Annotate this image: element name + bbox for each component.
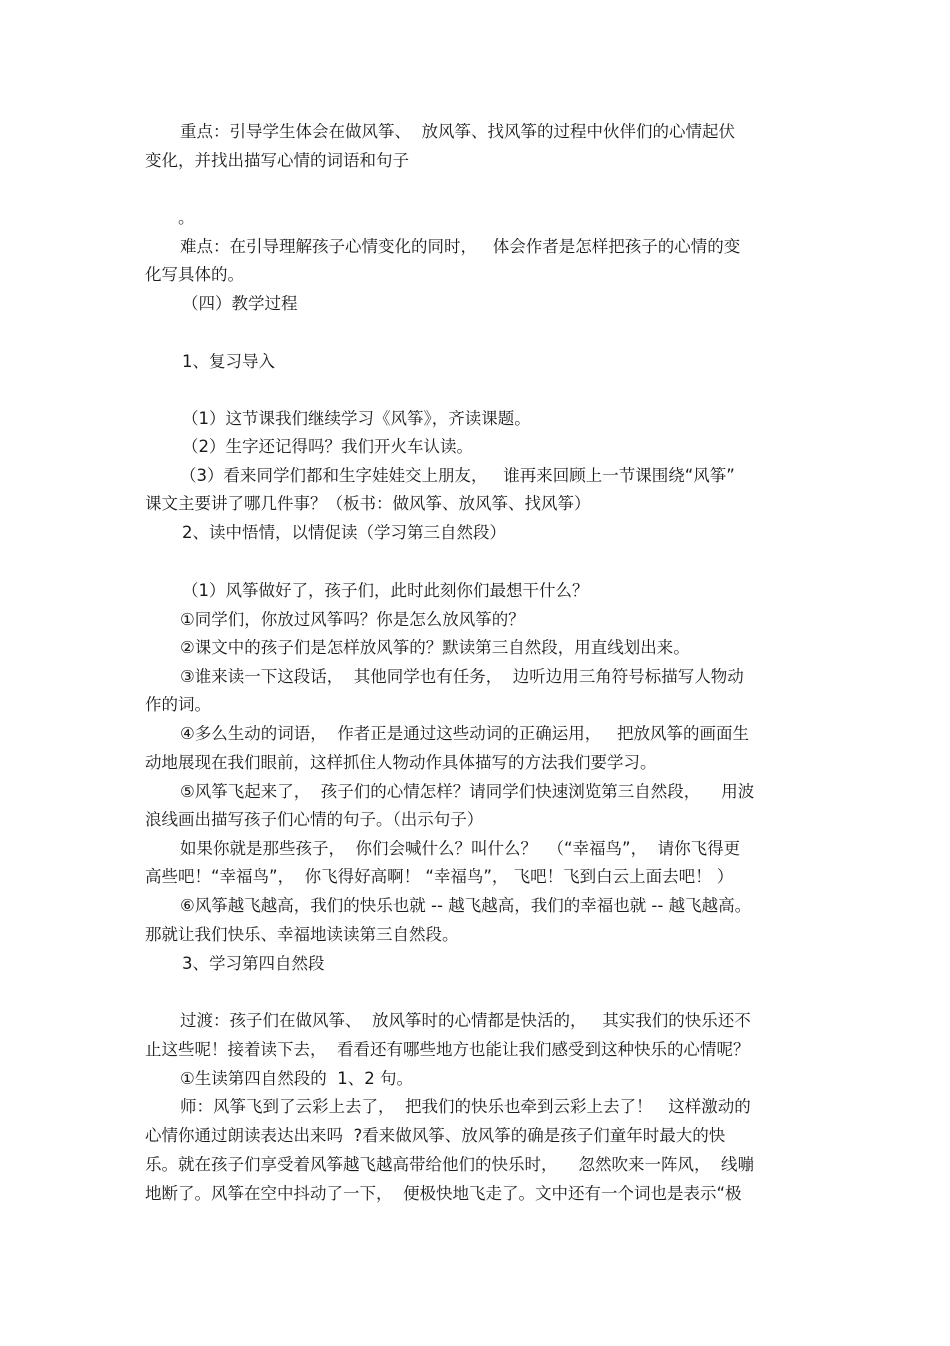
text-line: 动地展现在我们眼前，这样抓住人物动作具体描写的方法我们要学习。 bbox=[145, 753, 657, 772]
text-line: ⑥风筝越飞越高，我们的快乐也就 -- 越飞越高，我们的幸福也就 -- 越飞越高。 bbox=[180, 896, 752, 915]
text-line: 课文主要讲了哪几件事？（板书：做风筝、放风筝、找风筝） bbox=[145, 494, 591, 513]
text-line: 乐。就在孩子们享受着风筝越飞越高带给他们的快乐时， 忽然吹来一阵风， 线嘣 bbox=[145, 1155, 754, 1174]
text-line: ⑤风筝飞起来了， 孩子们的心情怎样？请同学们快速浏览第三自然段， 用波 bbox=[180, 782, 755, 801]
text-line: 如果你就是那些孩子， 你们会喊什么？叫什么？ （“幸福鸟”， 请你飞得更 bbox=[180, 839, 741, 858]
text-line: 心情你通过朗读表达出来吗 ?看来做风筝、放风筝的确是孩子们童年时最大的快 bbox=[145, 1126, 726, 1145]
text-line: 那就让我们快乐、幸福地读读第三自然段。 bbox=[145, 925, 459, 944]
text-line: 浪线画出描写孩子们心情的句子。（出示句子） bbox=[145, 810, 484, 829]
text-line: ②课文中的孩子们是怎样放风筝的？默读第三自然段，用直线划出来。 bbox=[180, 638, 690, 657]
text-line: 。 bbox=[178, 208, 195, 227]
text-line: 止这些呢！接着读下去， 看看还有哪些地方也能让我们感受到这种快乐的心情呢？ bbox=[145, 1040, 750, 1059]
text-line: （1）这节课我们继续学习《风筝》，齐读课题。 bbox=[182, 409, 531, 428]
text-line: 重点：引导学生体会在做风筝、 放风筝、找风筝的过程中伙伴们的心情起伏 bbox=[180, 122, 735, 141]
text-line: （2）生字还记得吗？我们开火车认读。 bbox=[182, 437, 473, 456]
text-line: 作的词。 bbox=[145, 695, 211, 714]
text-line: 过渡：孩子们在做风筝、 放风筝时的心情都是快活的， 其实我们的快乐还不 bbox=[180, 1011, 751, 1030]
text-line: 变化，并找出描写心情的词语和句子 bbox=[145, 151, 409, 170]
text-line: （3）看来同学们都和生字娃娃交上朋友， 谁再来回顾上一节课围绕“风筝” bbox=[180, 466, 735, 485]
section-heading: 2、读中悟情，以情促读（学习第三自然段） bbox=[182, 523, 506, 542]
section-heading: 3、学习第四自然段 bbox=[182, 954, 325, 973]
section-heading: 1、复习导入 bbox=[182, 352, 275, 371]
text-line: ③谁来读一下这段话， 其他同学也有任务， 边听边用三角符号标描写人物动 bbox=[180, 667, 744, 686]
text-line: 地断了。风筝在空中抖动了一下， 便极快地飞走了。文中还有一个词也是表示“极 bbox=[145, 1184, 742, 1203]
text-line: ④多么生动的词语， 作者正是通过这些动词的正确运用， 把放风筝的画面生 bbox=[180, 724, 750, 743]
section-heading: （四）教学过程 bbox=[182, 294, 298, 313]
text-line: 高些吧！“幸福鸟”， 你飞得好高啊！ “幸福鸟”， 飞吧！飞到白云上面去吧！ ） bbox=[145, 867, 734, 886]
text-line: 难点：在引导理解孩子心情变化的同时， 体会作者是怎样把孩子的心情的变 bbox=[180, 237, 741, 256]
text-line: ①生读第四自然段的 1、2 句。 bbox=[180, 1069, 414, 1088]
text-line: ①同学们，你放过风筝吗？你是怎么放风筝的？ bbox=[180, 610, 525, 629]
text-line: 师：风筝飞到了云彩上去了， 把我们的快乐也牵到云彩上去了！ 这样激动的 bbox=[180, 1097, 751, 1116]
text-line: 化写具体的。 bbox=[145, 265, 244, 284]
text-line: （1）风筝做好了，孩子们，此时此刻你们最想干什么？ bbox=[182, 581, 589, 600]
